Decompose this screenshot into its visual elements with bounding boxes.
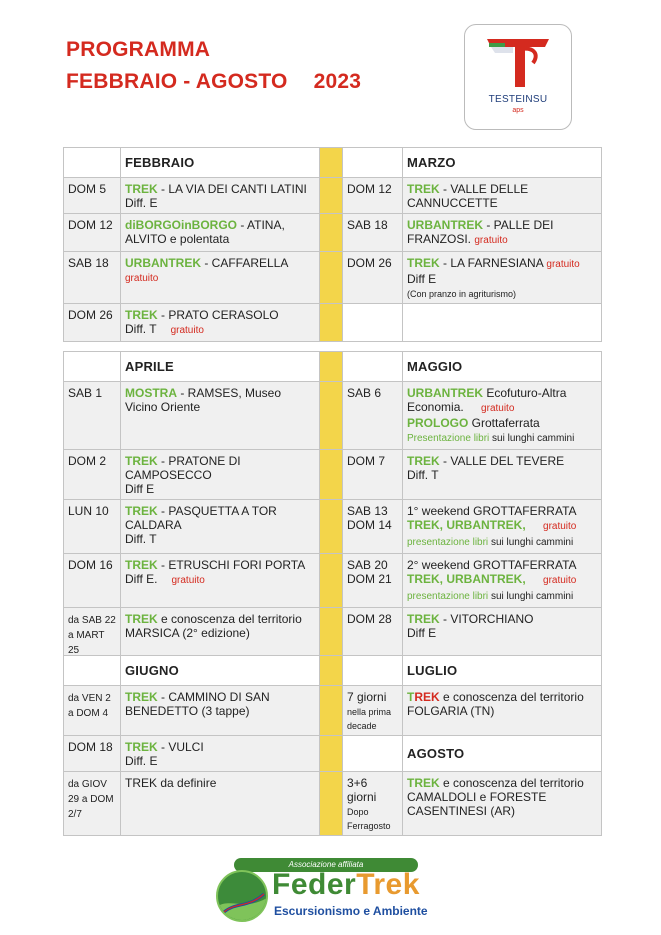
date-cell: SAB 18 (64, 252, 121, 304)
empty-cell (343, 148, 403, 178)
divider (320, 214, 343, 252)
empty-cell (343, 736, 403, 772)
empty-cell (343, 352, 403, 382)
month-header: MARZO (403, 148, 602, 178)
divider (320, 148, 343, 178)
federtrek-brand: FederTrek (272, 868, 420, 901)
testeinsu-logo (464, 24, 572, 130)
date-cell: da VEN 2 a DOM 4 (64, 686, 121, 736)
event-cell: TREK - ETRUSCHI FORI PORTA Diff E. gratuito (121, 554, 320, 608)
event-cell: TREK - VULCI Diff. E (121, 736, 320, 772)
event-cell: TREK da definire (121, 772, 320, 836)
month-header: LUGLIO (403, 656, 602, 686)
date-cell: DOM 26 (64, 304, 121, 342)
federtrek-logo (216, 856, 436, 934)
testeinsu-logo-icon (465, 25, 571, 95)
date-cell: DOM 2 (64, 450, 121, 500)
empty-cell (64, 148, 121, 178)
divider (320, 450, 343, 500)
empty-cell (64, 656, 121, 686)
month-header: GIUGNO (121, 656, 320, 686)
federtrek-emblem-icon (216, 870, 268, 922)
divider (320, 608, 343, 661)
event-cell: URBANTREK Ecofuturo-Altra Economia. gratuito PROLOGO Grottaferrata Presentazione libri sui lunghi cammini (403, 382, 602, 450)
period-label: FEBBRAIO - AGOSTO (66, 70, 288, 93)
date-cell: SAB 20 DOM 21 (343, 554, 403, 608)
date-cell: SAB 6 (343, 382, 403, 450)
empty-cell (343, 656, 403, 686)
empty-cell (64, 352, 121, 382)
date-cell: da GIOV 29 a DOM 2/7 (64, 772, 121, 836)
empty-cell (403, 304, 602, 342)
affiliation-banner: Associazione affiliata (234, 858, 418, 872)
event-cell: MOSTRA - RAMSES, Museo Vicino Oriente (121, 382, 320, 450)
date-cell: da SAB 22 a MART 25 (64, 608, 121, 661)
month-header: APRILE (121, 352, 320, 382)
event-cell: TREK - PRATO CERASOLO Diff. T gratuito (121, 304, 320, 342)
event-cell: TREK - CAMMINO DI SAN BENEDETTO (3 tappe) (121, 686, 320, 736)
date-cell: DOM 5 (64, 178, 121, 214)
event-cell: TREK - LA FARNESIANA gratuito Diff E (Con pranzo in agriturismo) (403, 252, 602, 304)
event-cell: URBANTREK - PALLE DEI FRANZOSI. gratuito (403, 214, 602, 252)
divider (320, 736, 343, 772)
divider (320, 304, 343, 342)
month-header: MAGGIO (403, 352, 602, 382)
divider (320, 252, 343, 304)
date-cell: DOM 12 (343, 178, 403, 214)
date-cell: 7 giorni nella prima decade (343, 686, 403, 736)
month-header: AGOSTO (403, 736, 602, 772)
date-cell: SAB 18 (343, 214, 403, 252)
divider (320, 382, 343, 450)
event-cell: TREK - VALLE DELLE CANNUCCETTE (403, 178, 602, 214)
event-cell: TREK e conoscenza del territorio MARSICA (2° edizione) (121, 608, 320, 661)
date-cell: DOM 26 (343, 252, 403, 304)
divider (320, 554, 343, 608)
event-cell: 1° weekend GROTTAFERRATA TREK, URBANTREK, gratuito presentazione libri sui lunghi cammini (403, 500, 602, 554)
logo-subtext: aps (512, 107, 524, 114)
divider (320, 178, 343, 214)
year-label: 2023 (313, 70, 362, 93)
page-title: PROGRAMMA (66, 38, 211, 61)
event-cell: TREK - VALLE DEL TEVERE Diff. T (403, 450, 602, 500)
page-subtitle (66, 70, 361, 94)
federtrek-tagline: Escursionismo e Ambiente (274, 904, 428, 918)
event-cell: URBANTREK - CAFFARELLA gratuito (121, 252, 320, 304)
date-cell: DOM 18 (64, 736, 121, 772)
calendar-block-jun-aug (63, 655, 602, 836)
date-cell: DOM 16 (64, 554, 121, 608)
date-cell: SAB 13 DOM 14 (343, 500, 403, 554)
calendar-block-feb-mar (63, 147, 602, 342)
event-cell: TREK - PASQUETTA A TOR CALDARA Diff. T (121, 500, 320, 554)
empty-cell (343, 304, 403, 342)
event-cell: TREK - PRATONE DI CAMPOSECCO Diff E (121, 450, 320, 500)
calendar-block-apr-may (63, 351, 602, 661)
event-cell: TREK - LA VIA DEI CANTI LATINI Diff. E (121, 178, 320, 214)
divider (320, 772, 343, 836)
event-cell: TREK - VITORCHIANO Diff E (403, 608, 602, 661)
event-cell: diBORGOinBORGO - ATINA, ALVITO e polentata (121, 214, 320, 252)
divider (320, 500, 343, 554)
date-cell: DOM 28 (343, 608, 403, 661)
date-cell: 3+6 giorni Dopo Ferragosto (343, 772, 403, 836)
month-header: FEBBRAIO (121, 148, 320, 178)
date-cell: SAB 1 (64, 382, 121, 450)
divider (320, 656, 343, 686)
date-cell: DOM 12 (64, 214, 121, 252)
divider (320, 686, 343, 736)
divider (320, 352, 343, 382)
event-cell: TREK e conoscenza del territorio CAMALDOLI e FORESTE CASENTINESI (AR) (403, 772, 602, 836)
date-cell: DOM 7 (343, 450, 403, 500)
logo-text: TESTEINSU (488, 94, 548, 105)
date-cell: LUN 10 (64, 500, 121, 554)
event-cell: TREK e conoscenza del territorio FOLGARIA (TN) (403, 686, 602, 736)
event-cell: 2° weekend GROTTAFERRATA TREK, URBANTREK, gratuito presentazione libri sui lunghi cammini (403, 554, 602, 608)
